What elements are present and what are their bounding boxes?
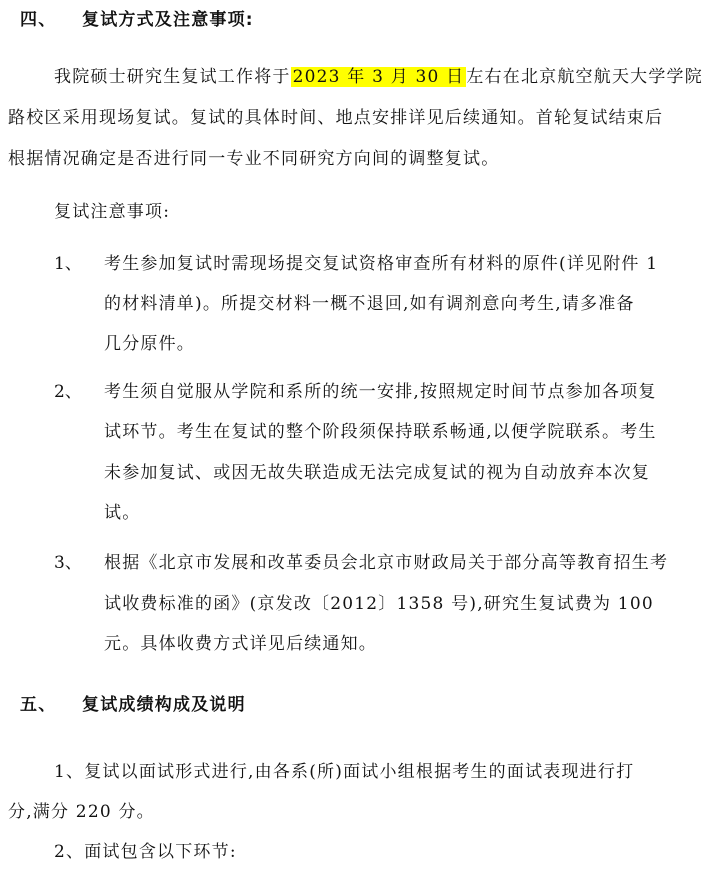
item-2-number: 2、	[54, 382, 82, 402]
intro-line-1-suffix: 左右在北京航空航天大学学院	[466, 67, 703, 87]
section-4-heading	[20, 8, 254, 32]
section-4-number: 四、	[20, 10, 57, 30]
section-5-para-1-line-2: 分,满分 220 分。	[8, 802, 155, 822]
item-2-line-4: 试。	[104, 503, 141, 523]
item-1-number: 1、	[54, 254, 82, 274]
item-2-line-2: 试环节。考生在复试的整个阶段须保持联系畅通,以便学院联系。考生	[104, 422, 657, 442]
highlighted-date: 2023 年 3 月 30 日	[292, 67, 465, 87]
item-3-number: 3、	[54, 553, 82, 573]
item-3-line-2: 试收费标准的函》(京发改〔2012〕1358 号),研究生复试费为 100	[104, 594, 654, 614]
item-3-line-1: 根据《北京市发展和改革委员会北京市财政局关于部分高等教育招生考	[104, 553, 669, 573]
item-2-line-1: 考生须自觉服从学院和系所的统一安排,按照规定时间节点参加各项复	[104, 382, 657, 402]
section-5-title: 复试成绩构成及说明	[82, 695, 246, 715]
section-5-number: 五、	[20, 695, 57, 715]
section-4-title: 复试方式及注意事项:	[82, 10, 254, 30]
item-3-line-3: 元。具体收费方式详见后续通知。	[104, 634, 377, 654]
intro-line-2: 路校区采用现场复试。复试的具体时间、地点安排详见后续通知。首轮复试结束后	[8, 108, 664, 128]
section-5-para-1-line-1: 1、复试以面试形式进行,由各系(所)面试小组根据考生的面试表现进行打	[54, 762, 635, 782]
section-5-para-2-line-1: 2、面试包含以下环节:	[54, 842, 237, 862]
section-5-heading	[20, 693, 246, 717]
intro-line-1	[54, 65, 703, 89]
item-1-line-2: 的材料清单)。所提交材料一概不退回,如有调剂意向考生,请多准备	[104, 294, 635, 314]
item-1-line-3: 几分原件。	[104, 334, 195, 354]
notes-label: 复试注意事项:	[54, 202, 171, 222]
item-2-line-3: 未参加复试、或因无故失联造成无法完成复试的视为自动放弃本次复	[104, 463, 650, 483]
item-1-line-1: 考生参加复试时需现场提交复试资格审查所有材料的原件(详见附件 1	[104, 254, 659, 274]
intro-line-3: 根据情况确定是否进行同一专业不同研究方向间的调整复试。	[8, 149, 500, 169]
intro-line-1-prefix: 我院硕士研究生复试工作将于	[54, 67, 291, 87]
